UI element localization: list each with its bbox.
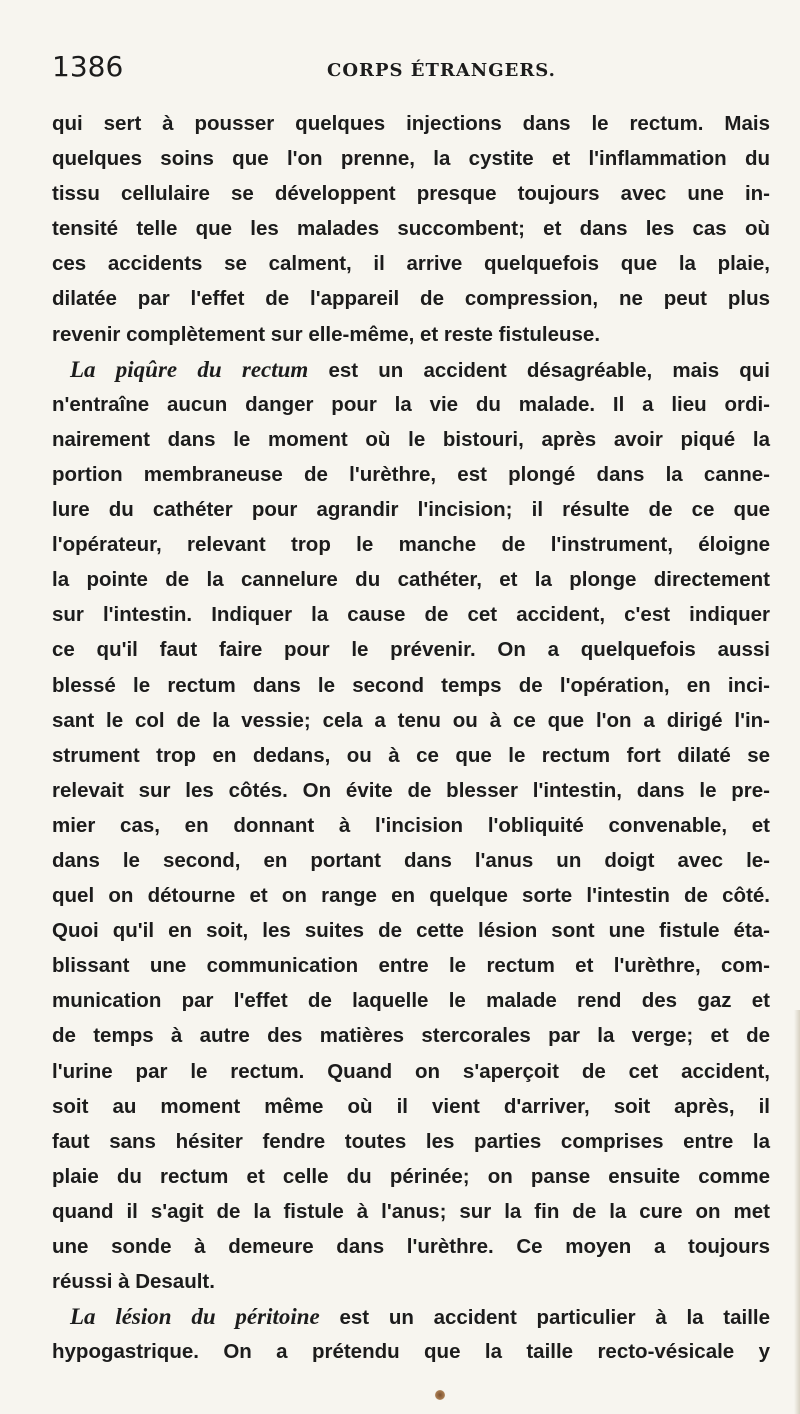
text-line: tissu cellulaire se développent presque toujours avec une in- (52, 182, 770, 206)
text-line: strument trop en dedans, ou à ce que le rectum fort dilaté se (52, 743, 770, 767)
body-text (52, 106, 770, 1369)
text-line: blissant une communication entre le rectum et l'urèthre, com- (52, 954, 770, 978)
text-line: l'urine par le rectum. Quand on s'aperçoit de cet accident, (52, 1059, 770, 1083)
page-header (52, 46, 752, 86)
text-line (52, 1299, 770, 1334)
text-line: nairement dans le moment où le bistouri, après avoir piqué la (52, 427, 770, 451)
line-text: est un accident désagréable, mais qui (308, 358, 771, 382)
text-line: sur l'intestin. Indiquer la cause de cet accident, c'est indiquer (52, 603, 770, 627)
text-line: quel on détourne et on range en quelque sorte l'intestin de côté. (52, 884, 770, 908)
text-line: une sonde à demeure dans l'urèthre. Ce moyen a toujours (52, 1235, 770, 1258)
text-line: quand il s'agit de la fistule à l'anus; sur la fin de la cure on met (52, 1199, 770, 1223)
running-title: CORPS ÉTRANGERS. (327, 60, 556, 81)
text-line: qui sert à pousser quelques injections dans le rectum. Mais (52, 112, 770, 135)
text-line (52, 352, 770, 387)
page-number: 1386 (52, 50, 124, 83)
text-line: revenir complètement sur elle-même, et reste fistuleuse. (52, 322, 601, 346)
text-line: munication par l'effet de laquelle le malade rend des gaz et (52, 989, 770, 1013)
text-line: dans le second, en portant dans l'anus un doigt avec le- (52, 848, 770, 872)
text-line: sant le col de la vessie; cela a tenu ou à ce que l'on a dirigé l'in- (52, 708, 770, 732)
text-line: ce qu'il faut faire pour le prévenir. On a quelquefois aussi (52, 638, 770, 662)
italic-heading: La piqûre du rectum (70, 356, 309, 382)
text-line: lure du cathéter pour agrandir l'incision; il résulte de ce que (52, 498, 770, 522)
page-edge-shadow (794, 1010, 800, 1414)
text-line: plaie du rectum et celle du périnée; on panse ensuite comme (52, 1164, 770, 1188)
text-line: Quoi qu'il en soit, les suites de cette lésion sont une fistule éta- (52, 919, 770, 943)
text-line: l'opérateur, relevant trop le manche de l'instrument, éloigne (52, 533, 770, 557)
text-line: relevait sur les côtés. On évite de blesser l'intestin, dans le pre- (52, 778, 770, 802)
text-line: n'entraîne aucun danger pour la vie du malade. Il a lieu ordi- (52, 392, 770, 416)
text-line: de temps à autre des matières stercorales par la verge; et de (52, 1024, 770, 1048)
italic-heading: La lésion du péritoine (70, 1304, 320, 1330)
text-line: blessé le rectum dans le second temps de l'opération, en inci- (52, 673, 770, 697)
text-line: portion membraneuse de l'urèthre, est plongé dans la canne- (52, 462, 770, 486)
text-line: ces accidents se calment, il arrive quelquefois que la plaie, (52, 252, 770, 276)
text-line: mier cas, en donnant à l'incision l'obliquité convenable, et (52, 813, 770, 837)
text-line: faut sans hésiter fendre toutes les parties comprises entre la (52, 1129, 770, 1153)
text-line: dilatée par l'effet de l'appareil de compression, ne peut plus (52, 287, 770, 311)
text-line: hypogastrique. On a prétendu que la taille recto-vésicale y (52, 1340, 770, 1364)
line-text: est un accident particulier à la taille (319, 1306, 771, 1330)
text-line: quelques soins que l'on prenne, la cystite et l'inflammation du (52, 147, 770, 171)
text-line: tensité telle que les malades succombent; et dans les cas où (52, 217, 770, 241)
text-line: réussi à Desault. (52, 1270, 215, 1294)
text-line: soit au moment même où il vient d'arriver, soit après, il (52, 1094, 770, 1118)
ink-spot (435, 1390, 445, 1400)
text-line: la pointe de la cannelure du cathéter, et la plonge directement (52, 568, 770, 592)
